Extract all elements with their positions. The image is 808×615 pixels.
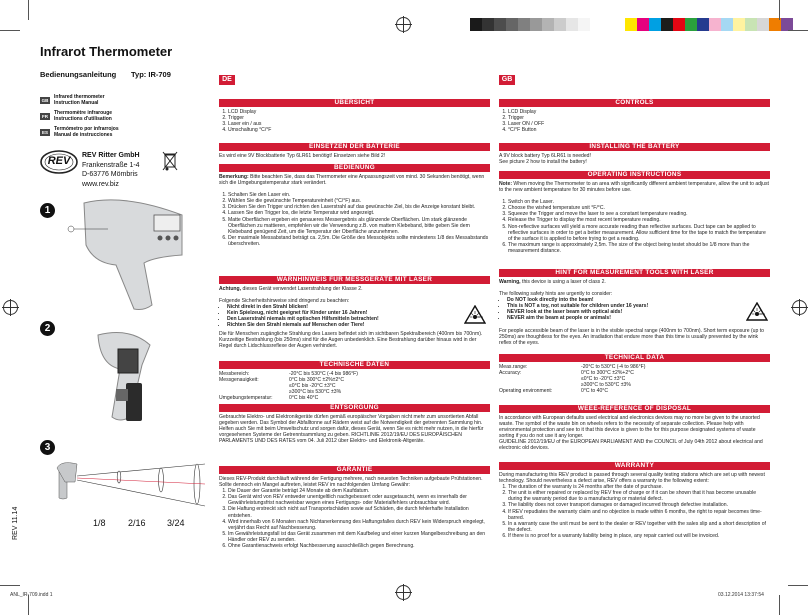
thermometer-illustration-front	[64, 185, 204, 320]
disposal-text: In accordance with European defaults used electrical and electronics devices may no more be given to the unsorted waste. The symbol of the waste bin on wheels refers to the necessity of separate collection. Please help with environmental protection and see to it that this device is given to the for this purpose designated systems of waste sorting if you do not use it any longer. GUIDELINE 2012/19/EU of the EUROPEAN PARLIAMENT AND the COUNCIL of July 04th 2012 about electrical and electronic old devices.	[499, 415, 763, 452]
step-2-marker: 2	[40, 321, 55, 336]
step-1-marker: 1	[40, 203, 55, 218]
battery-text: Es wird eine 9V Blockbatterie Typ 6LR61 benötigt! Einsetzen siehe Bild 2!	[219, 153, 386, 159]
laser-warning-icon	[746, 302, 768, 326]
document-title: Infrarot Thermometer	[40, 44, 173, 59]
lang-line: Thermomètre infrarouge Instructions d'utilisation	[54, 110, 113, 122]
crop-mark	[28, 0, 29, 20]
operation-text: Bemerkung: Bitte beachten Sie, dass das Thermometer eine Anpassungszeit von mind. 30 Sekunden benötigt, wenn sich die Umgebungstemperatur stark verändert. 1. Schalten Sie den Laser ein. 2. Wählen Sie die gewünschte Temperatureinheit (°C/°F) aus. 3. Drücken Sie den Trigger und richten den Laserstrahl auf das gewünschte Ziel, bis die Anzeige konstant bleibt. 4. Lassen Sie den Trigger los, die letzte Temperatur wird angezeigt. 5. Matte Oberflächen ergeben ein genaueres Messergebnis als glänzende Oberflächen. Um stark glänzende Oberflächen zu mattieren, empfehlen wir die Verwendung z.B. von mattem Klebeband, bitte geben Sie dem Klebeband genügend Zeit, um die Temperatur der Oberfläche anzunehmen. 6. Der maximale Messabstand beträgt ca. 2,5m. Die Größe des Messobjekts sollte mindestens 1/8 des Messabstands überschreiten.	[219, 174, 490, 247]
section-header: EINSETZEN DER BATTERIE	[219, 143, 490, 151]
laser-footer-text: Die für Menschen zugängliche Strahlung des Lasers befindet sich im sichtbaren Spektralbereich (400nm bis 700nm). Kurzzeitige Bestrahlung (bis 250ms) sind für die Augen unbedenklich. Eine Bestrahlung darüber hinaus wird in der Regel durch Lidschlussreflexe der Augen verhindert.	[219, 331, 483, 350]
section-header: BEDIENUNG	[219, 164, 490, 172]
gray-color-bar	[470, 18, 590, 31]
section-header: HINT FOR MEASUREMENT TOOLS WITH LASER	[499, 269, 770, 277]
tech-data-table: Meas.range: -20°C to 530°C (-4 to 986°F) Accuracy: 0°C to 300°C ±2%+2°C ≤0°C to -20°C ±3°C ≥300°C to 530°C ±3% Operating environment: 0°C to 40°C	[499, 364, 646, 395]
warranty-text: During manufacturing this REV product is passed through several quality testing stations which are set up with newest technology. Should nevertheless a defect arise, REV offers a warranty to the following extent: 1. The duration of the warranty is 24 months after the date of purchase. 2. The unit is either repaired or replaced by REV free of charge or if it can be shown that it has become unusable during the warranty period due to a manufacturing or material defect. 3. The liability does not cover transport damages or damaged incurred through defective installation. 4. If REV repudiates the warranty claim and no objection is made within 6 months, the right to repair becomes time-barred. 5. In a warranty case the unit must be sent to the dealer or REV together with the sales slip and a short description of the defect. 6. If there is no proof for a warranty liability being in place, any repair carried out will be invoiced.	[499, 472, 770, 539]
section-header: WARRANTY	[499, 462, 770, 470]
battery-illustration	[90, 325, 190, 440]
tech-data-table: Messbereich: -20°C bis 530°C (-4 bis 986°F) Messgenauigkeit: 0°C bis 300°C ±2%±2°C ≤0°C bis -20°C ±3°C ≥300°C bis 530°C ±3% Umgebungstemperatur: 0°C bis 40°C	[219, 371, 358, 402]
crop-mark	[788, 30, 808, 31]
registration-mark-right	[792, 300, 807, 315]
controls-list: 1. LCD Display 2. Trigger 3. Laser ON / OFF 4. °C/°F Button	[499, 109, 770, 133]
step-3-marker: 3	[40, 440, 55, 455]
company-address: REV Ritter GmbH Frankenstraße 1-4 D-63776 Mömbris www.rev.biz	[82, 152, 140, 188]
operation-text: Note: When moving the Thermometer to an area with significantly different ambient temperature, allow the unit to adjust to the new ambient temperature for 30 minutes before use. 1. Switch on the Laser. 2. Choose the wished temperature unit °F/°C. 3. Squeeze the Trigger and move the laser to see a constant temperature reading. 4. Release the Trigger to display the most recent temperature reading. 5. Non-reflective surfaces will yield a more accurate reading than reflective surfaces. Duct tape can be applied to reflective surfaces in order to get a better measurement. Allow sufficient time for the tape to match the temperature of the surface it is applied to before trying to get a reading. 6. The maximum range is approximately 2,5m. The size of the object being testet should be 1/8 more than the measurement distance.	[499, 181, 770, 254]
crop-mark	[779, 595, 780, 615]
cmyk-color-bar	[625, 18, 793, 31]
ratio-label: 2/16	[128, 518, 146, 528]
crop-mark	[779, 0, 780, 20]
section-header: WEEE-REFERENCE OF DISPOSAL	[499, 405, 770, 413]
section-header: OPERATING INSTRUCTIONS	[499, 171, 770, 179]
overview-list: 1. LCD Display 2. Trigger 3. Laser ein / aus 4. Umschaltung °C/°F	[219, 109, 490, 133]
section-header: CONTROLS	[499, 99, 770, 107]
footer-timestamp: 03.12.2014 13:37:54	[718, 592, 764, 598]
lang-tag-gb-column: GB	[499, 75, 515, 85]
weee-bin-icon	[162, 150, 178, 177]
rev-logo: REV	[40, 150, 78, 174]
section-header: TECHNICAL DATA	[499, 354, 770, 362]
crop-mark	[28, 595, 29, 615]
laser-footer-text: For people accessible beam of the laser is in the visible spectral range (400nm to 700nm). Short term exposure (up to 250ms) are thoughtless for the eyes. An irradiation that endure more than this time is usually prevented by the wink reflex of the eyes.	[499, 328, 765, 347]
lang-tag-gb: GB	[41, 98, 49, 103]
lang-tag-fr: FR	[42, 114, 48, 119]
section-header: WARNHINWEIS FÜR MESSGERÄTE MIT LASER	[219, 276, 490, 284]
lang-tag-de-column: DE	[219, 75, 235, 85]
laser-warning-text: Achtung, dieses Gerät verwendet Laserstrahlung der Klasse 2. Folgende Sicherheitshinweise sind dringend zu beachten: • Nicht direkt in den Strahl blicken! • Kein Spielzeug, nicht geeignet für Kinder unter 16 Jahren! • Den Laserstrahl niemals mit optischen Hilfsmitteln betrachten! • Richten Sie den Strahl niemals auf Menschen oder Tiere!	[219, 286, 459, 329]
crop-mark	[0, 585, 20, 586]
battery-text: A 9V block battery Typ 6LR61 is needed! See picture 2 how to install the battery!	[499, 153, 591, 166]
footer-filename: ANL_IR-709.indd 1	[10, 592, 53, 598]
document-subtitle: Bedienungsanleitung	[40, 70, 117, 79]
laser-warning-icon	[464, 305, 486, 329]
section-header: ENTSORGUNG	[219, 404, 490, 412]
lang-tag-es: ES	[41, 130, 48, 135]
disposal-text: Gebrauchte Elektro- und Elektronikgeräte dürfen gemäß europäischer Vorgaben nicht mehr zum unsortierten Abfall gegeben werden. Das Symbol der Abfalltonne auf Rädern weist auf die Notwendigkeit der getrennten Sammlung hin. Helfen auch Sie mit beim Umweltschutz und sorgen dafür, dieses Gerät, wenn Sie es nicht mehr nutzen, in die hierfür vorgesehenen Systeme der Getrenntsammlung zu geben. RICHTLINIE 2012/19/EU DES EUROPÄISCHEN PARLAMENTS UND DES RATES vom 04. Juli 2012 über Elektro- und Elektronik-Altgeräte.	[219, 414, 484, 445]
lang-line: Termómetro por infrarrojos Manual de instrucciones	[54, 126, 119, 138]
warranty-text: Dieses REV-Produkt durchläuft während der Fertigung mehrere, nach neuesten Techniken aufgebaute Prüfstationen. Sollte dennoch ein Mangel auftreten, leistet REV im nachfolgenden Umfang Gewähr: 1. Die Dauer der Garantie beträgt 24 Monate ab dem Kaufdatum. 2. Das Gerät wird von REV entweder unentgeltlich nachgebessert oder ausgetauscht, wenn es innerhalb der Gewährleistungsfrist nachweisbar wegen eines Fertigungs- oder Materialfehlers unbrauchbar wird. 3. Die Haftung erstreckt sich nicht auf Transportschäden sowie auf Schäden, die durch fehlerhafte Installation entstehen. 4. Wird innerhalb von 6 Monaten nach Nichtanerkennung des Haftungsfalles durch REV kein Widerspruch eingelegt, verjährt das Recht auf Nachbesserung. 5. Im Gewährleistungsfall ist das Gerät zusammen mit dem Kaufbeleg und einer kurzen Mangelbeschreibung an den Händler oder REV zu senden. 6. Ohne Garantienachweis erfolgt Nachbesserung ausschließlich gegen Berechnung.	[219, 476, 490, 549]
section-header: TECHNISCHE DATEN	[219, 361, 490, 369]
section-header: INSTALLING THE BATTERY	[499, 143, 770, 151]
registration-mark-bottom	[396, 585, 411, 600]
laser-warning-text: Warning, this device is using a laser of class 2. The following safety hints are urgently to consider: • Do NOT look directly into the beam! • This is NOT a toy, not suitable for children under 16 years! • NEVER look at the laser beam with optical aids! • NEVER aim the beam at people or animals!	[499, 279, 739, 322]
registration-mark-top	[396, 17, 411, 32]
ratio-label: 1/8	[93, 518, 106, 528]
section-header: ÜBERSICHT	[219, 99, 490, 107]
ratio-label: 3/24	[167, 518, 185, 528]
crop-mark	[788, 585, 808, 586]
model-type: Typ: IR-709	[131, 70, 171, 79]
date-code: REV 11.14	[12, 506, 19, 540]
crop-mark	[0, 30, 20, 31]
section-header: GARANTIE	[219, 466, 490, 474]
registration-mark-left	[3, 300, 18, 315]
lang-line: Infrared thermometer Instruction Manual	[54, 94, 105, 106]
